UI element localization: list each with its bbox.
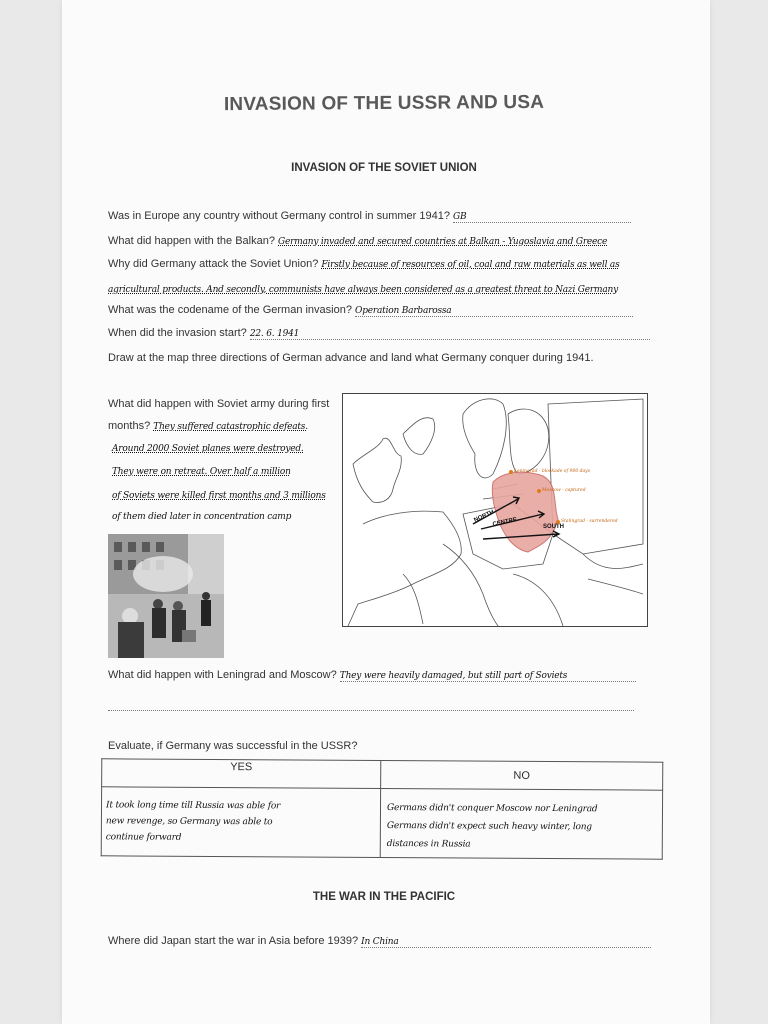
table-cell-yes bbox=[101, 787, 380, 858]
section-heading-pacific: THE WAR IN THE PACIFIC bbox=[312, 891, 456, 903]
question-5-answer-line bbox=[250, 327, 650, 340]
question-1-text: Was in Europe any country without Germany control in summer 1941? bbox=[108, 210, 450, 222]
question-5 bbox=[108, 327, 650, 340]
question-10-text: Where did Japan start the war in Asia before 1939? bbox=[108, 935, 359, 947]
table-header-no: NO bbox=[381, 760, 663, 790]
map-arrow-label-south: SOUTH bbox=[543, 524, 564, 530]
question-8 bbox=[108, 669, 636, 682]
question-4-answer-line bbox=[355, 304, 633, 317]
question-9-text: Evaluate, if Germany was successful in the USSR? bbox=[108, 740, 358, 752]
no-line-3: distances in Russia bbox=[386, 839, 471, 850]
question-3-answer: Firstly because of resources of oil, coal and raw materials as well as bbox=[321, 260, 620, 270]
question-4-text: What was the codename of the German invasion? bbox=[108, 304, 352, 316]
question-3-text: Why did Germany attack the Soviet Union? bbox=[108, 258, 319, 270]
evaluation-table bbox=[101, 758, 664, 859]
no-line-2: Germans didn't expect such heavy winter, long bbox=[386, 821, 592, 833]
table-cell-no bbox=[380, 788, 662, 859]
question-2-answer: Germany invaded and secured countries at Balkan - Yugoslavia and Greece bbox=[278, 237, 608, 247]
map-note-moscow: Moscow - captured bbox=[542, 488, 586, 493]
question-7-answer-line3: They were on retreat. Over half a million bbox=[112, 467, 291, 477]
question-4 bbox=[108, 304, 633, 317]
question-3 bbox=[108, 258, 620, 270]
question-3-answer-line2: agricultural products. And secondly, communists have always been considered as a greatest threat to Nazi Germany bbox=[108, 285, 619, 295]
refugees-photo-illustration bbox=[108, 534, 224, 658]
question-1-answer: GB bbox=[453, 212, 467, 222]
yes-line-2: new revenge, so Germany was able to bbox=[105, 816, 273, 828]
question-6 bbox=[108, 352, 594, 364]
question-7-text-line2: months? bbox=[108, 420, 151, 432]
yes-line-3: continue forward bbox=[105, 832, 182, 843]
section-heading-soviet-union: INVASION OF THE SOVIET UNION bbox=[291, 162, 477, 174]
map-note-stalingrad: Stalingrad - surrendered bbox=[561, 519, 618, 524]
question-7-answer-line1: They suffered catastrophic defeats. bbox=[153, 422, 308, 432]
question-5-answer: 22. 6. 1941 bbox=[249, 329, 300, 339]
question-7 bbox=[108, 420, 308, 432]
question-7-answer-line5: of them died later in concentration camp bbox=[112, 512, 292, 522]
europe-map bbox=[342, 393, 648, 627]
question-1 bbox=[108, 210, 631, 223]
map-arrow-label-centre: CENTRE bbox=[492, 516, 518, 528]
no-line-1: Germans didn't conquer Moscow nor Leningrad bbox=[386, 803, 598, 815]
question-1-answer-line bbox=[453, 210, 631, 223]
table-header-yes: YES bbox=[102, 759, 381, 789]
question-4-answer: Operation Barbarossa bbox=[355, 306, 452, 316]
page-title: INVASION OF THE USSR AND USA bbox=[223, 91, 545, 116]
question-2 bbox=[108, 235, 607, 247]
question-8-answer: They were heavily damaged, but still part of Soviets bbox=[339, 671, 568, 681]
question-8-blank-line bbox=[108, 700, 634, 711]
question-5-text: When did the invasion start? bbox=[108, 327, 247, 339]
europe-map-drawing bbox=[343, 394, 647, 626]
map-note-leningrad: Leningrad - blockade of 900 days bbox=[514, 469, 591, 474]
question-8-answer-line bbox=[340, 669, 636, 682]
yes-line-1: It took long time till Russia was able for bbox=[105, 800, 281, 812]
question-6-text: Draw at the map three directions of German advance and land what Germany conquer during 1941. bbox=[108, 352, 594, 364]
question-2-text: What did happen with the Balkan? bbox=[108, 235, 275, 247]
question-3-continued bbox=[108, 283, 618, 295]
refugees-photo bbox=[108, 534, 224, 658]
question-10-answer: In China bbox=[361, 937, 399, 947]
question-7-answer-line4: of Soviets were killed first months and 3 millions bbox=[112, 491, 326, 501]
question-10 bbox=[108, 935, 651, 948]
question-7-answer-line2: Around 2000 Soviet planes were destroyed. bbox=[112, 444, 304, 454]
question-10-answer-line bbox=[361, 935, 651, 948]
question-7-text-line1: What did happen with Soviet army during first bbox=[108, 398, 330, 410]
map-arrow-label-north: NORTH bbox=[473, 509, 496, 524]
question-8-text: What did happen with Leningrad and Moscow? bbox=[108, 669, 337, 681]
